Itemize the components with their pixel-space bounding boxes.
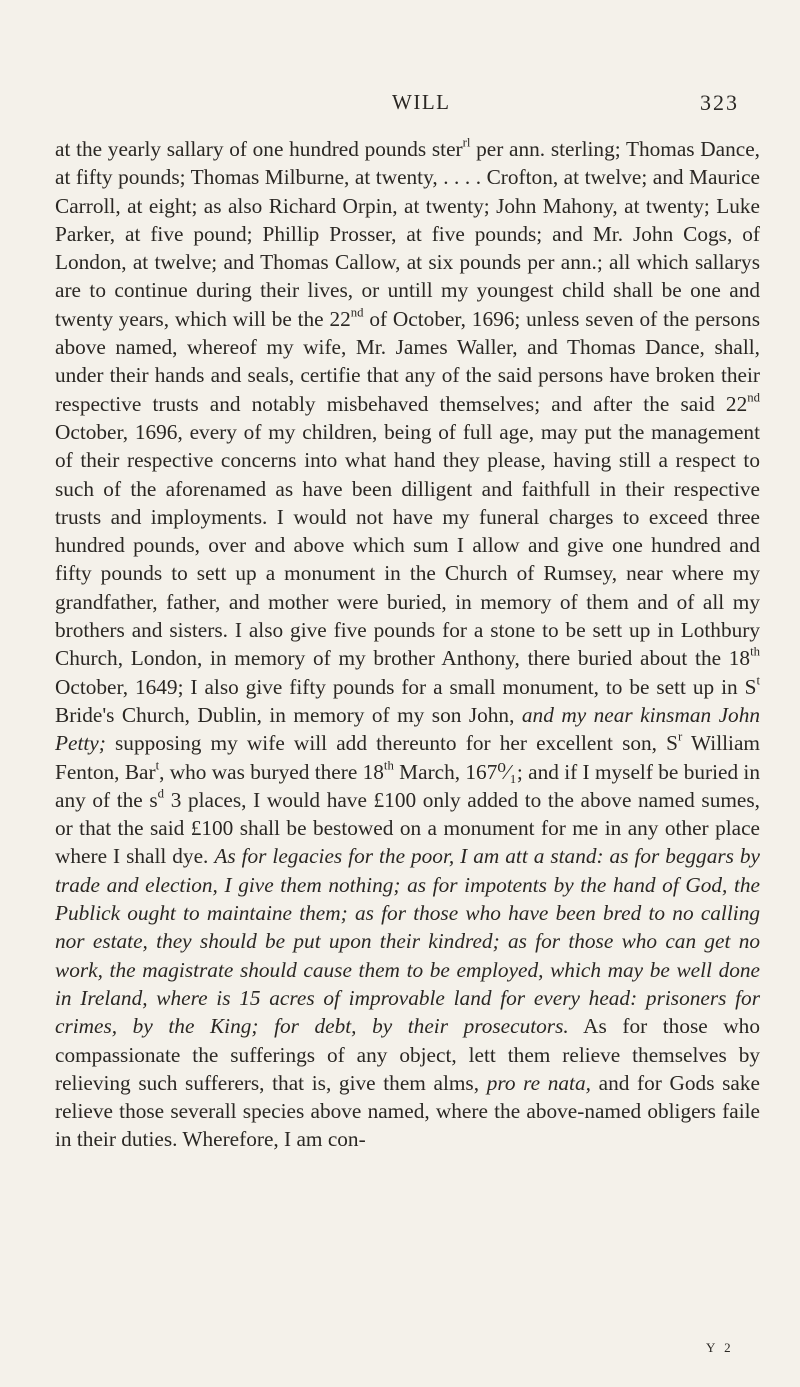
italic-segment: pro re nata, — [486, 1070, 591, 1095]
text-segment: William Fenton, Bar — [55, 731, 760, 784]
superscript: nd — [747, 390, 760, 405]
superscript: th — [750, 644, 760, 659]
italic-segment: and my near kinsman John Petty; — [55, 702, 760, 756]
body-paragraph — [55, 135, 760, 1154]
text-segment: supposing my wife will add thereunto for her excellent son, S — [105, 731, 679, 756]
text-segment: and for Gods sake relieve those severall species above named, where the above-named obligers faile in their duties. Wherefore, I am con- — [55, 1070, 760, 1152]
text-segment: at the yearly sallary of one hundred pounds ster — [55, 137, 463, 161]
superscript: d — [157, 786, 165, 801]
page-number: 323 — [700, 90, 739, 115]
text-segment: per ann. sterling; Thomas Dance, at fifty pounds; Thomas Milburne, at twenty, . . . . Crofton, at twelve; and Maurice Carroll, at eight; as also Richard Orpin, at twenty; John Mahony, at twenty; Luke Parker, at five pound; Phillip Prosser, at five pounds; and Mr. John Cogs, of London, at twelve; and Thomas Callow, at six pounds per ann.; all which sallarys are to continue during their lives, or untill my youngest child shall be one and twenty years, which will be the 22 — [55, 137, 760, 331]
text-segment: October, 1649; I also give fifty pounds for a small monument, to be sett up in S — [55, 674, 757, 699]
superscript: r — [678, 729, 683, 744]
text-segment: As for those who compassionate the sufferings of any object, lett them relieve themselves by relieving such sufferers, that is, give them alms, — [55, 1014, 760, 1095]
text-segment: March, 167⁰⁄₁; and if I myself be buried in any of the s — [55, 759, 761, 812]
running-head: WILL — [392, 90, 451, 114]
signature-mark: Y 2 — [706, 1340, 734, 1355]
superscript: nd — [350, 305, 364, 320]
text-segment: Bride's Church, Dublin, in memory of my son John, — [55, 702, 522, 727]
text-segment: , who was buryed there 18 — [159, 759, 384, 784]
superscript: t — [756, 673, 760, 688]
italic-segment: As for legacies for the poor, I am att a stand: as for beggars by trade and election, I give them nothing; as for impotents by the hand of God, the Publick ought to maintaine them; as for those who have been bred to no calling nor estate, they should be put upon their kindred; as for those who can get no work, the magistrate should cause them to be employed, which may be well done in Ireland, where is 15 acres of improvable land for every head: prisoners for crimes, by the King; for debt, by their prosecutors. — [55, 844, 760, 1039]
superscript: th — [383, 757, 394, 772]
superscript: t — [155, 757, 160, 772]
text-segment: of October, 1696; unless seven of the persons above named, whereof my wife, Mr. James Waller, and Thomas Dance, shall, under their hands and seals, certifie that any of the said persons have broken their respective trusts and notably misbehaved themselves; and after the said 22 — [55, 306, 760, 416]
page-header — [0, 90, 800, 120]
superscript: rl — [462, 135, 471, 150]
text-segment: October, 1696, every of my children, being of full age, may put the management of their respective concerns into what hand they please, having still a respect to such of the aforenamed as have been dilligent and faithfull in their respective trusts and imployments. I would not have my funeral charges to exceed three hundred pounds, over and above which sum I allow and give one hundred and fifty pounds to sett up a monument in the Church of Rumsey, near where my grandfather, father, and mother were buried, in memory of them and of all my brothers and sisters. I also give five pounds for a stone to be sett up in Lothbury Church, London, in memory of my brother Anthony, there buried about the 18 — [55, 419, 760, 671]
text-segment: 3 places, I would have £100 only added to the above named sumes, or that the said £100 shall be bestowed on a monument for me in any other place where I shall dye. — [55, 787, 760, 869]
